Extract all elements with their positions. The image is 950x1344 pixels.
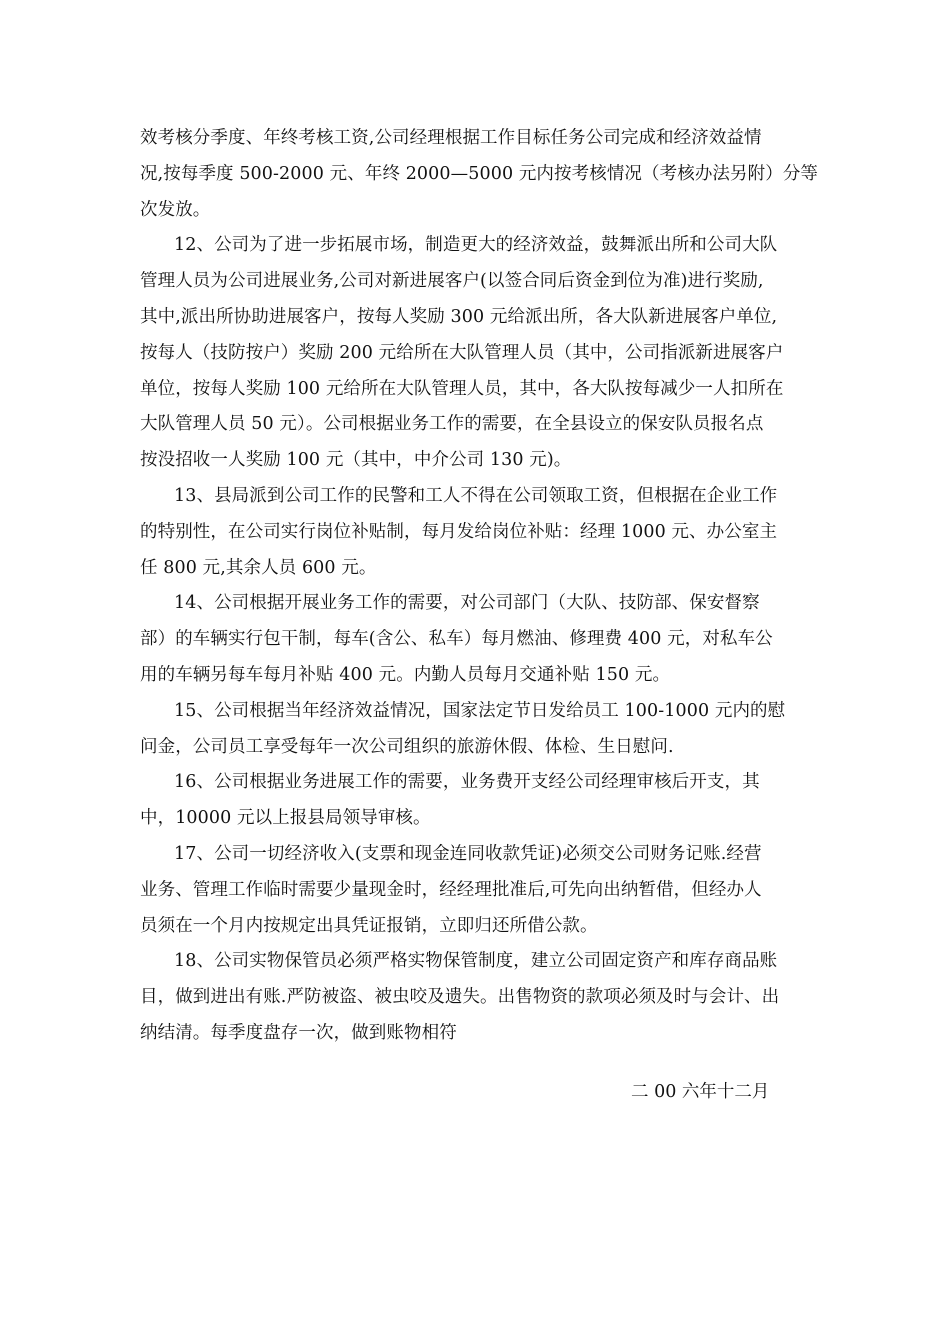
text-line: 12、公司为了进一步拓展市场，制造更大的经济效益，鼓舞派出所和公司大队 — [174, 235, 778, 256]
text-line: 15、公司根据当年经济效益情况，国家法定节日发给员工 100-1000 元内的慰 — [174, 700, 786, 721]
text-line: 目，做到进出有账.严防被盗、被虫咬及遗失。出售物资的款项必须及时与会计、出 — [140, 987, 780, 1008]
text-line: 16、公司根据业务进展工作的需要，业务费开支经公司经理审核后开支，其 — [174, 772, 760, 793]
text-line: 任 800 元,其余人员 600 元。 — [140, 557, 377, 578]
text-line: 14、公司根据开展业务工作的需要，对公司部门（大队、技防部、保安督察 — [174, 593, 760, 614]
text-line: 业务、管理工作临时需要少量现金时，经经理批准后,可先向出纳暂借，但经办人 — [140, 879, 762, 900]
text-line: 用的车辆另每车每月补贴 400 元。内勤人员每月交通补贴 150 元。 — [140, 664, 671, 685]
text-line: 效考核分季度、年终考核工资,公司经理根据工作目标任务公司完成和经济效益情 — [140, 128, 762, 148]
text-line: 纳结清。每季度盘存一次，做到账物相符 — [140, 1022, 457, 1043]
text-line: 大队管理人员 50 元）。公司根据业务工作的需要，在全县设立的保安队员报名点 — [140, 414, 764, 435]
text-line: 管理人员为公司进展业务,公司对新进展客户(以签合同后资金到位为准)进行奖励, — [140, 271, 764, 292]
text-line: 部）的车辆实行包干制，每车(含公、私车）每月燃油、修理费 400 元，对私车公 — [140, 629, 773, 650]
text-line: 13、县局派到公司工作的民警和工人不得在公司领取工资，但根据在企业工作 — [174, 485, 778, 506]
text-line: 17、公司一切经济收入(支票和现金连同收款凭证)必须交公司财务记账.经营 — [174, 843, 762, 864]
text-line: 其中,派出所协助进展客户，按每人奖励 300 元给派出所，各大队新进展客户单位, — [140, 306, 778, 327]
text-line: 员须在一个月内按规定出具凭证报销，立即归还所借公款。 — [140, 915, 598, 936]
text-line: 况,按每季度 500-2000 元、年终 2000—5000 元内按考核情况（考核办法另附）分等 — [140, 163, 819, 184]
text-line: 按每人（技防按户）奖励 200 元给所在大队管理人员（其中，公司指派新进展客户 — [140, 342, 784, 363]
text-line: 的特别性，在公司实行岗位补贴制，每月发给岗位补贴：经理 1000 元、办公室主 — [140, 521, 778, 542]
text-line: 单位，按每人奖励 100 元给所在大队管理人员，其中，各大队按每减少一人扣所在 — [140, 378, 784, 399]
text-line: 次发放。 — [140, 199, 211, 220]
text-line: 中，10000 元以上报县局领导审核。 — [140, 808, 431, 829]
text-line: 按没招收一人奖励 100 元（其中，中介公司 130 元)。 — [140, 450, 572, 471]
document-date: 二 00 六年十二月 — [631, 1082, 770, 1102]
text-line: 问金，公司员工享受每年一次公司组织的旅游休假、体检、生日慰问. — [140, 736, 674, 757]
document-body — [140, 121, 840, 1052]
text-line: 18、公司实物保管员必须严格实物保管制度，建立公司固定资产和库存商品账 — [174, 951, 778, 972]
